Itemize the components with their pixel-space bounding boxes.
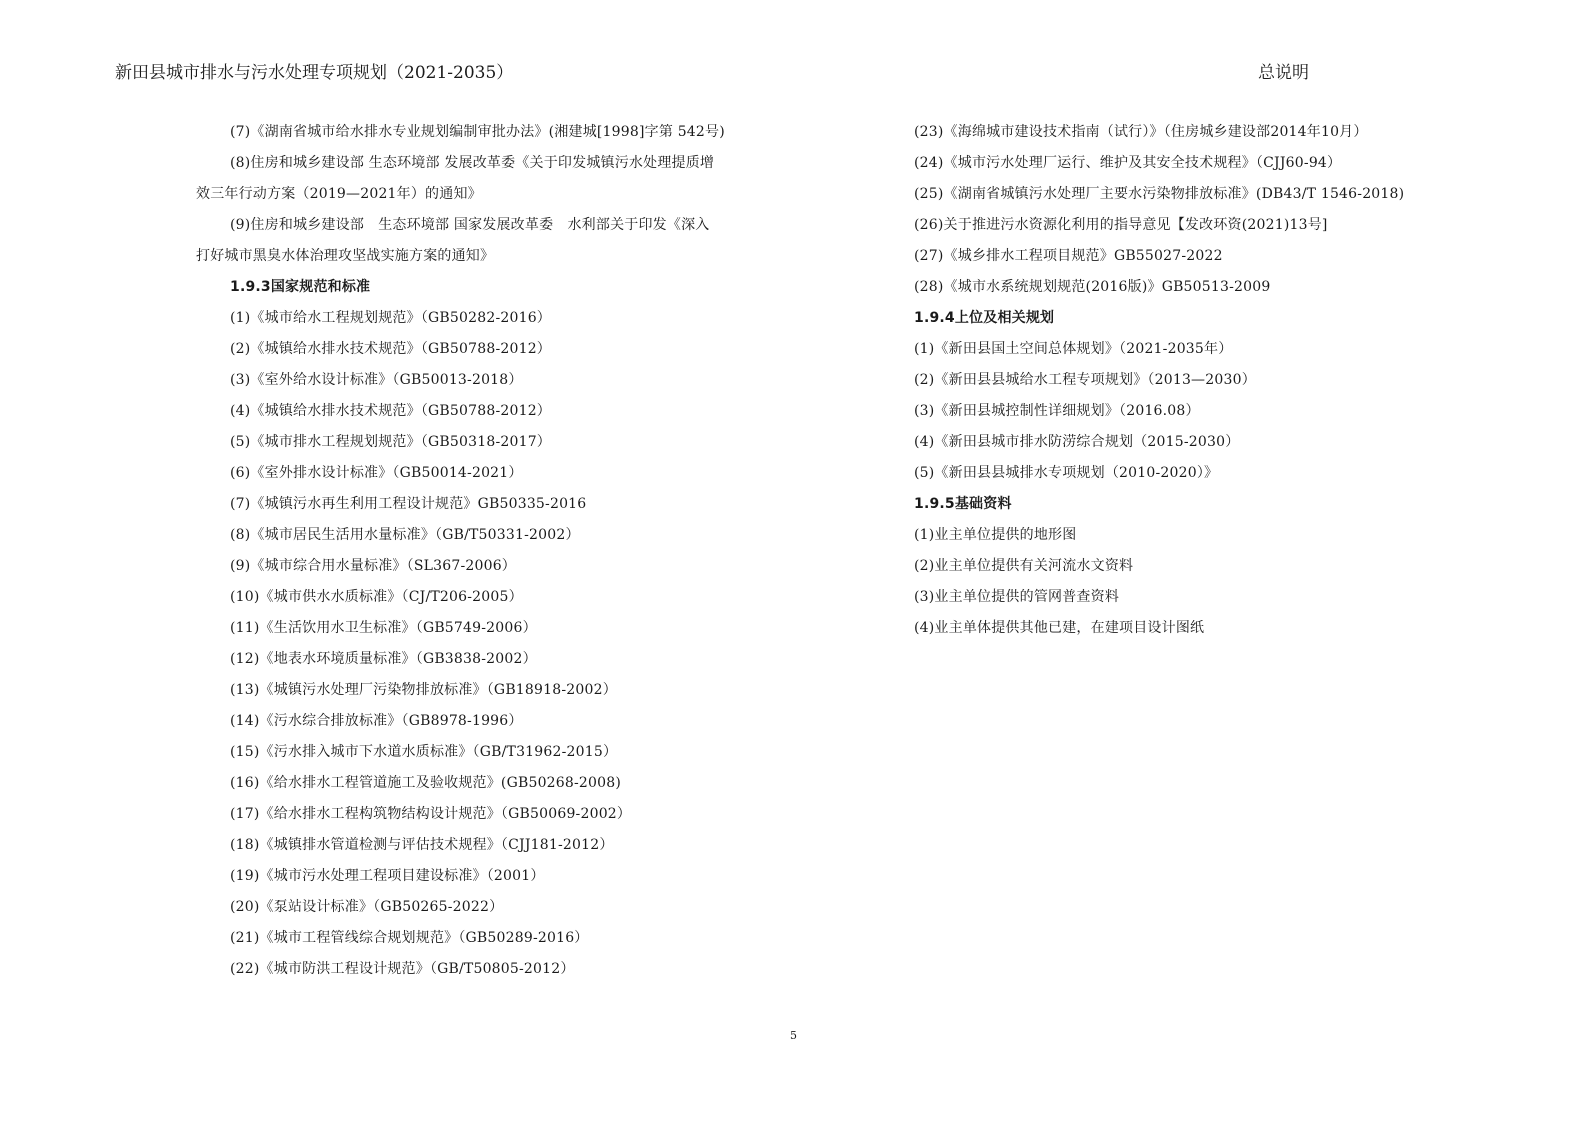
section-heading-194: 1.9.4上位及相关规划	[914, 310, 1055, 326]
list-item: (18)《城镇排水管道检测与评估技术规程》（CJJ181-2012）	[230, 837, 614, 853]
list-item: (12)《地表水环境质量标准》（GB3838-2002）	[230, 651, 537, 667]
right-column	[914, 117, 1474, 644]
list-item: (3)《室外给水设计标准》（GB50013-2018）	[230, 372, 523, 388]
section-heading-195: 1.9.5基础资料	[914, 496, 1012, 512]
list-item: (4)《新田县城市排水防涝综合规划（2015-2030）	[914, 434, 1240, 450]
document-title: 新田县城市排水与污水处理专项规划（2021-2035）	[115, 63, 514, 83]
list-item: (5)《城市排水工程规划规范》（GB50318-2017）	[230, 434, 551, 450]
list-item: (23)《海绵城市建设技术指南（试行）》（住房城乡建设部2014年10月）	[914, 124, 1368, 140]
page-number: 5	[790, 1029, 797, 1042]
list-item: (28)《城市水系统规划规范(2016版)》GB50513-2009	[914, 279, 1271, 295]
list-item: (21)《城市工程管线综合规划规范》（GB50289-2016）	[230, 930, 589, 946]
list-item: (27)《城乡排水工程项目规范》GB55027-2022	[914, 248, 1223, 264]
list-item: (9)《城市综合用水量标准》（SL367-2006）	[230, 558, 516, 574]
list-item: (13)《城镇污水处理厂污染物排放标准》（GB18918-2002）	[230, 682, 617, 698]
list-item: (20)《泵站设计标准》（GB50265-2022）	[230, 899, 504, 915]
list-item: (1)业主单位提供的地形图	[914, 527, 1077, 543]
section-title: 总说明	[1258, 63, 1309, 83]
list-item: (22)《城市防洪工程设计规范》（GB/T50805-2012）	[230, 961, 575, 977]
list-item: (15)《污水排入城市下水道水质标准》（GB/T31962-2015）	[230, 744, 618, 760]
list-item: (4)《城镇给水排水技术规范》（GB50788-2012）	[230, 403, 551, 419]
list-item: (14)《污水综合排放标准》（GB8978-1996）	[230, 713, 523, 729]
list-item: (1)《新田县国土空间总体规划》（2021-2035年）	[914, 341, 1233, 357]
list-item: (7)《湖南省城市给水排水专业规划编制审批办法》(湘建城[1998]字第 542号)	[230, 124, 725, 140]
list-item: (19)《城市污水处理工程项目建设标准》（2001）	[230, 868, 545, 884]
section-heading-193: 1.9.3国家规范和标准	[230, 279, 371, 295]
list-item-continuation: 效三年行动方案（2019—2021年）的通知》	[196, 186, 482, 202]
list-item: (26)关于推进污水资源化利用的指导意见【发改环资(2021)13号]	[914, 217, 1328, 233]
list-item: (2)《城镇给水排水技术规范》（GB50788-2012）	[230, 341, 551, 357]
list-item: (1)《城市给水工程规划规范》（GB50282-2016）	[230, 310, 551, 326]
list-item: (3)业主单位提供的管网普查资料	[914, 589, 1120, 605]
list-item: (2)《新田县县城给水工程专项规划》（2013—2030）	[914, 372, 1256, 388]
list-item: (5)《新田县县城排水专项规划（2010-2020）》	[914, 465, 1219, 481]
list-item: (6)《室外排水设计标准》（GB50014-2021）	[230, 465, 523, 481]
list-item: (9)住房和城乡建设部 生态环境部 国家发展改革委 水利部关于印发《深入	[230, 217, 710, 233]
list-item: (16)《给水排水工程管道施工及验收规范》(GB50268-2008)	[230, 775, 622, 791]
left-column	[196, 117, 796, 985]
list-item: (8)《城市居民生活用水量标准》（GB/T50331-2002）	[230, 527, 580, 543]
list-item-continuation: 打好城市黑臭水体治理攻坚战实施方案的通知》	[196, 248, 495, 264]
list-item: (2)业主单位提供有关河流水文资料	[914, 558, 1134, 574]
list-item: (3)《新田县城控制性详细规划》（2016.08）	[914, 403, 1200, 419]
list-item: (11)《生活饮用水卫生标准》（GB5749-2006）	[230, 620, 537, 636]
list-item: (7)《城镇污水再生利用工程设计规范》GB50335-2016	[230, 496, 587, 512]
list-item: (8)住房和城乡建设部 生态环境部 发展改革委《关于印发城镇污水处理提质增	[230, 155, 715, 171]
list-item: (4)业主单体提供其他已建，在建项目设计图纸	[914, 620, 1205, 636]
list-item: (10)《城市供水水质标准》（CJ/T206-2005）	[230, 589, 523, 605]
list-item: (17)《给水排水工程构筑物结构设计规范》（GB50069-2002）	[230, 806, 632, 822]
list-item: (24)《城市污水处理厂运行、维护及其安全技术规程》（CJJ60-94）	[914, 155, 1342, 171]
list-item: (25)《湖南省城镇污水处理厂主要水污染物排放标准》(DB43/T 1546-2018)	[914, 186, 1405, 202]
